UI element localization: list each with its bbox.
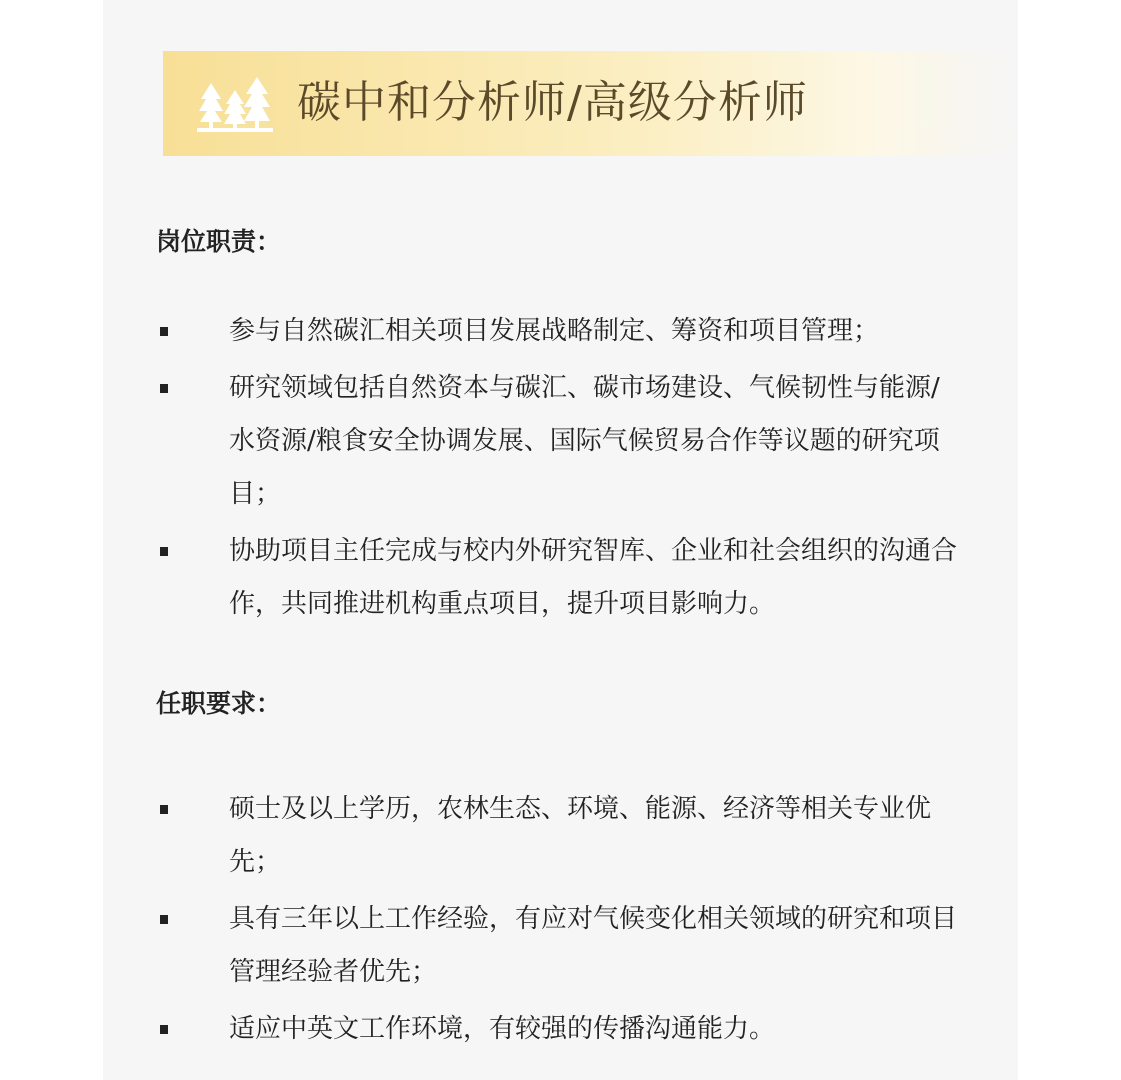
job-posting-page [103, 0, 1018, 1080]
square-bullet-icon [160, 915, 168, 924]
square-bullet-icon [160, 1025, 168, 1034]
list-item [156, 893, 986, 999]
square-bullet-icon [160, 547, 168, 556]
page-title: 碳中和分析师/高级分析师 [297, 77, 808, 128]
requirements-heading: 任职要求： [156, 689, 282, 718]
square-bullet-icon [160, 384, 168, 393]
list-item-text: 硕士及以上学历，农林生态、环境、能源、经济等相关专业优先； [229, 794, 932, 877]
responsibilities-list [156, 305, 986, 635]
list-item [156, 305, 986, 358]
list-item-text: 具有三年以上工作经验，有应对气候变化相关领域的研究和项目管理经验者优先； [229, 904, 958, 987]
list-item-text: 适应中英文工作环境，有较强的传播沟通能力。 [229, 1014, 776, 1044]
square-bullet-icon [160, 805, 168, 814]
list-item [156, 525, 986, 631]
responsibilities-heading: 岗位职责： [156, 227, 282, 256]
requirements-list [156, 783, 986, 1060]
list-item [156, 362, 986, 521]
list-item-text: 研究领域包括自然资本与碳汇、碳市场建设、气候韧性与能源/水资源/粮食安全协调发展、国际气候贸易合作等议题的研究项目； [229, 373, 940, 509]
trees-icon [197, 77, 273, 133]
list-item-text: 参与自然碳汇相关项目发展战略制定、筹资和项目管理； [229, 316, 880, 346]
list-item-text: 协助项目主任完成与校内外研究智库、企业和社会组织的沟通合作，共同推进机构重点项目，提升项目影响力。 [229, 536, 958, 619]
square-bullet-icon [160, 327, 168, 336]
list-item [156, 783, 986, 889]
title-banner [163, 51, 1018, 156]
list-item [156, 1003, 986, 1056]
